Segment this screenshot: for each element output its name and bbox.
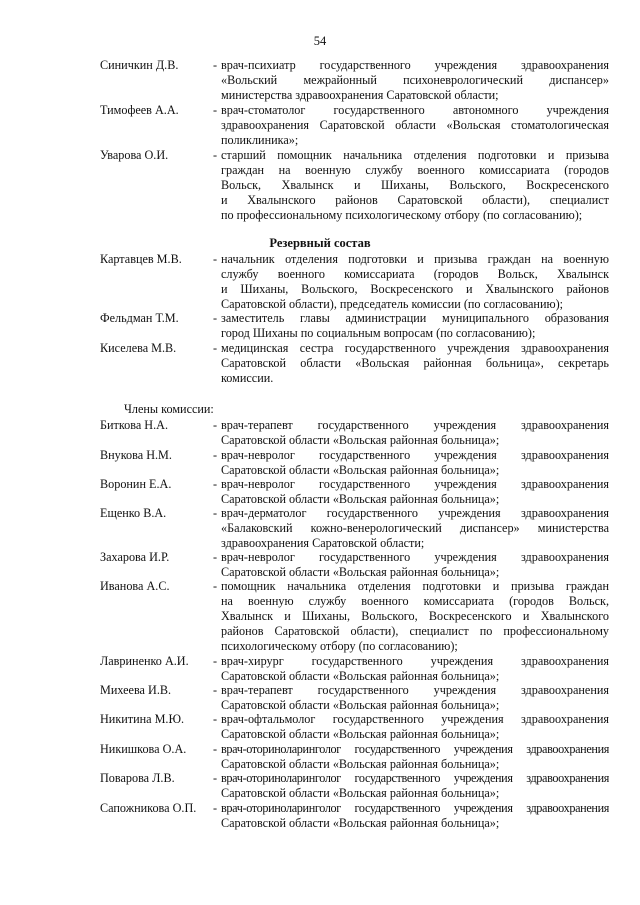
dash: - [213, 771, 218, 785]
dash: - [213, 252, 218, 266]
dash: - [213, 418, 218, 432]
dash: - [213, 506, 218, 520]
member-name: Лавриненко А.И. [100, 654, 189, 668]
dash: - [213, 311, 218, 325]
member-name: Фельдман Т.М. [100, 311, 179, 325]
dash: - [213, 58, 218, 72]
dash: - [213, 341, 218, 355]
member-role: врач-невролог государственного учреждения здравоохранения Саратовской области «Вольская районная больница»; [221, 477, 609, 506]
reserve-heading: Резервный состав [269, 236, 371, 250]
page-number: 54 [313, 34, 327, 48]
member-name: Никитина М.Ю. [100, 712, 185, 726]
dash: - [213, 654, 218, 668]
member-role: врач-оториноларинголог государственного учреждения здравоохранения Саратовской области «Вольская районная больница»; [221, 771, 609, 800]
member-role: врач-психиатр государственного учреждения здравоохранения «Вольский межрайонный психоневрологический диспансер» министерства здравоохранения Саратовской области; [221, 58, 609, 102]
members-heading: Члены комиссии: [124, 402, 214, 416]
member-role: начальник отделения подготовки и призыва граждан на военную службу военного комиссариата (городов Вольск, Хвалынск и Шиханы, Вольского, Воскресенского и Хвалынского районов Саратовской области), председатель комиссии (по согласованию); [221, 252, 609, 311]
member-name: Биткова Н.А. [100, 418, 168, 432]
member-role: врач-стоматолог государственного автономного учреждения здравоохранения Саратовской области «Вольская стоматологическая поликлиника»; [221, 103, 609, 147]
member-name: Уварова О.И. [100, 148, 169, 162]
member-name: Поварова Л.В. [100, 771, 175, 785]
member-role: врач-терапевт государственного учреждения здравоохранения Саратовской области «Вольская районная больница»; [221, 418, 609, 447]
member-name: Картавцев М.В. [100, 252, 182, 266]
member-name: Синичкин Д.В. [100, 58, 179, 72]
dash: - [213, 742, 218, 756]
member-role: заместитель главы администрации муниципального образования город Шиханы по социальным вопросам (по согласованию); [221, 311, 609, 340]
member-role: врач-дерматолог государственного учреждения здравоохранения «Балаковский кожно-венерологический диспансер» министерства здравоохранения Саратовской области; [221, 506, 609, 550]
member-name: Иванова А.С. [100, 579, 170, 593]
member-role: медицинская сестра государственного учреждения здравоохранения Саратовской области «Вольская районная больница», секретарь комиссии. [221, 341, 609, 385]
member-name: Воронин Е.А. [100, 477, 172, 491]
member-role: врач-невролог государственного учреждения здравоохранения Саратовской области «Вольская районная больница»; [221, 550, 609, 579]
member-name: Захарова И.Р. [100, 550, 170, 564]
dash: - [213, 477, 218, 491]
member-role: врач-невролог государственного учреждения здравоохранения Саратовской области «Вольская районная больница»; [221, 448, 609, 477]
member-name: Михеева И.В. [100, 683, 172, 697]
member-role: врач-оториноларинголог государственного учреждения здравоохранения Саратовской области «Вольская районная больница»; [221, 742, 609, 771]
dash: - [213, 448, 218, 462]
member-role: врач-оториноларинголог государственного учреждения здравоохранения Саратовской области «Вольская районная больница»; [221, 801, 609, 830]
dash: - [213, 148, 218, 162]
member-name: Ещенко В.А. [100, 506, 167, 520]
dash: - [213, 683, 218, 697]
dash: - [213, 801, 218, 815]
member-name: Киселева М.В. [100, 341, 177, 355]
member-name: Сапожникова О.П. [100, 801, 197, 815]
dash: - [213, 579, 218, 593]
member-name: Внукова Н.М. [100, 448, 172, 462]
member-role: врач-хирург государственного учреждения здравоохранения Саратовской области «Вольская районная больница»; [221, 654, 609, 683]
member-role: врач-офтальмолог государственного учреждения здравоохранения Саратовской области «Вольская районная больница»; [221, 712, 609, 741]
member-name: Тимофеев А.А. [100, 103, 179, 117]
member-name: Никишкова О.А. [100, 742, 187, 756]
dash: - [213, 103, 218, 117]
member-role: помощник начальника отделения подготовки и призыва граждан на военную службу военного комиссариата (городов Вольск, Хвалынск и Шиханы, Вольского, Воскресенского и Хвалынского районов Саратовской области), специалист по профессиональному психологическому отбору (по согласованию); [221, 579, 609, 653]
member-role: старший помощник начальника отделения подготовки и призыва граждан на военную службу военного комиссариата (городов Вольск, Хвалынск и Шиханы, Вольского, Воскресенского и Хвалынского районов Саратовской области), специалист по профессиональному психологическому отбору (по согласованию); [221, 148, 609, 222]
dash: - [213, 550, 218, 564]
member-role: врач-терапевт государственного учреждения здравоохранения Саратовской области «Вольская районная больница»; [221, 683, 609, 712]
dash: - [213, 712, 218, 726]
